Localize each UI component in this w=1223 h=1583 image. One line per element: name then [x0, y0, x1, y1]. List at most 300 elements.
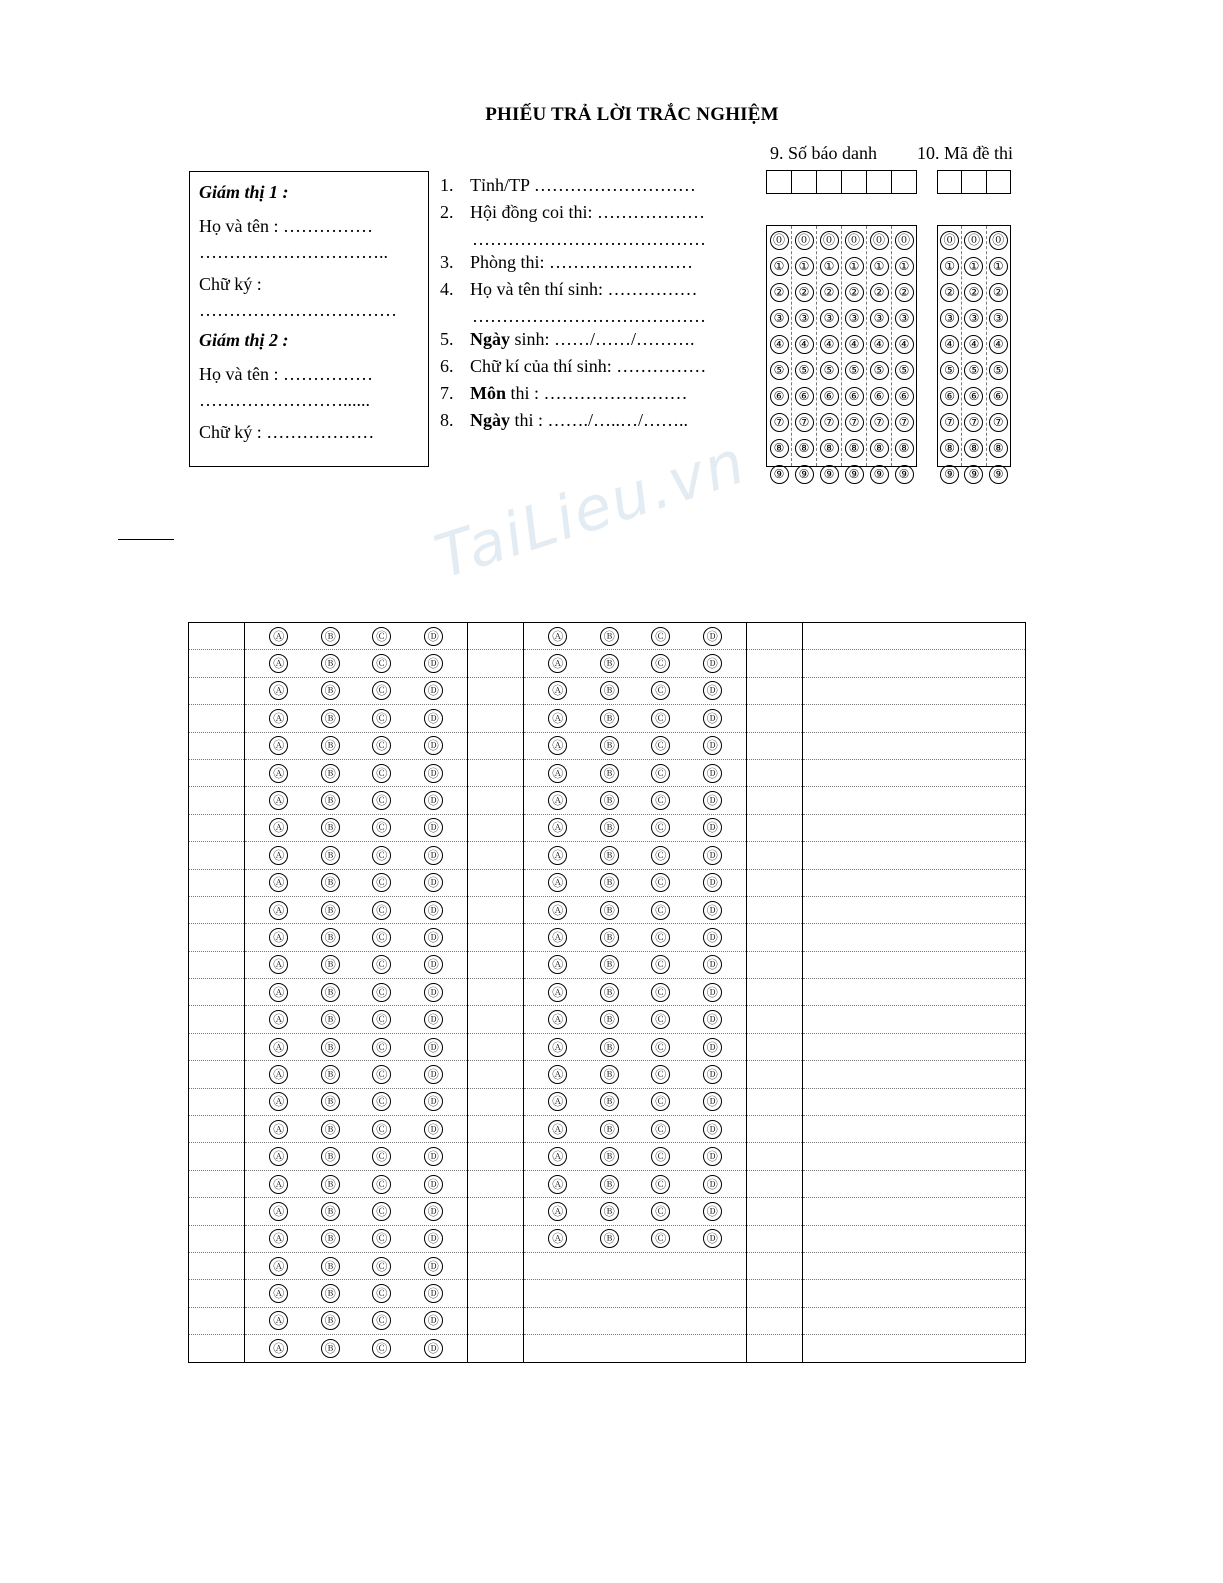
digit-bubble[interactable]: ⑥: [820, 387, 839, 406]
digit-bubble[interactable]: ③: [770, 309, 789, 328]
answer-option-bubble[interactable]: Ⓐ: [548, 736, 567, 755]
answer-option-bubble[interactable]: Ⓐ: [269, 1257, 288, 1276]
answer-option-bubble[interactable]: Ⓐ: [548, 1092, 567, 1111]
answer-option-bubble[interactable]: Ⓐ: [269, 764, 288, 783]
digit-bubble[interactable]: ⑦: [845, 413, 864, 432]
digit-bubble[interactable]: ⓪: [940, 231, 959, 250]
answer-option-bubble[interactable]: Ⓒ: [651, 1202, 670, 1221]
digit-bubble[interactable]: ⑧: [895, 439, 914, 458]
answer-option-bubble[interactable]: Ⓑ: [321, 818, 340, 837]
answer-option-bubble[interactable]: Ⓐ: [269, 1147, 288, 1166]
proctor2-name-field[interactable]: Họ và tên : ……………: [199, 364, 373, 384]
digit-bubble[interactable]: ②: [770, 283, 789, 302]
answer-option-bubble[interactable]: Ⓑ: [321, 928, 340, 947]
proctor2-sign-field[interactable]: Chữ ký : ………………: [199, 422, 375, 442]
answer-option-bubble[interactable]: Ⓑ: [321, 736, 340, 755]
answer-option-bubble[interactable]: Ⓒ: [372, 1147, 391, 1166]
answer-option-bubble[interactable]: Ⓒ: [372, 1257, 391, 1276]
answer-option-bubble[interactable]: Ⓓ: [703, 627, 722, 646]
answer-option-bubble[interactable]: Ⓑ: [600, 1175, 619, 1194]
answer-option-bubble[interactable]: Ⓐ: [548, 1229, 567, 1248]
answer-option-bubble[interactable]: Ⓑ: [600, 1065, 619, 1084]
answer-option-bubble[interactable]: Ⓑ: [600, 1120, 619, 1139]
digit-bubble[interactable]: ⑦: [989, 413, 1008, 432]
digit-bubble[interactable]: ①: [795, 257, 814, 276]
answer-option-bubble[interactable]: Ⓓ: [703, 1229, 722, 1248]
answer-option-bubble[interactable]: Ⓑ: [321, 1120, 340, 1139]
answer-option-bubble[interactable]: Ⓓ: [703, 764, 722, 783]
digit-bubble[interactable]: ⑧: [795, 439, 814, 458]
answer-option-bubble[interactable]: Ⓒ: [651, 1147, 670, 1166]
digit-bubble[interactable]: ④: [770, 335, 789, 354]
answer-option-bubble[interactable]: Ⓓ: [703, 709, 722, 728]
entry-cell[interactable]: [842, 171, 867, 193]
answer-option-bubble[interactable]: Ⓐ: [548, 791, 567, 810]
digit-bubble[interactable]: ④: [845, 335, 864, 354]
answer-option-bubble[interactable]: Ⓑ: [600, 681, 619, 700]
answer-option-bubble[interactable]: Ⓐ: [548, 1010, 567, 1029]
answer-option-bubble[interactable]: Ⓑ: [600, 1147, 619, 1166]
info-candidate-name-cont[interactable]: …………………………………: [472, 306, 706, 326]
answer-option-bubble[interactable]: Ⓐ: [269, 1175, 288, 1194]
answer-option-bubble[interactable]: Ⓓ: [424, 654, 443, 673]
answer-option-bubble[interactable]: Ⓐ: [548, 873, 567, 892]
answer-option-bubble[interactable]: Ⓓ: [703, 791, 722, 810]
answer-option-bubble[interactable]: Ⓓ: [703, 818, 722, 837]
digit-bubble[interactable]: ⑥: [989, 387, 1008, 406]
digit-bubble[interactable]: ①: [940, 257, 959, 276]
answer-option-bubble[interactable]: Ⓐ: [269, 1065, 288, 1084]
answer-option-bubble[interactable]: Ⓐ: [269, 1311, 288, 1330]
entry-cell[interactable]: [867, 171, 892, 193]
answer-option-bubble[interactable]: Ⓑ: [321, 1229, 340, 1248]
answer-option-bubble[interactable]: Ⓑ: [321, 1092, 340, 1111]
answer-option-bubble[interactable]: Ⓓ: [703, 955, 722, 974]
entry-cell[interactable]: [817, 171, 842, 193]
answer-option-bubble[interactable]: Ⓒ: [651, 654, 670, 673]
answer-option-bubble[interactable]: Ⓑ: [321, 1257, 340, 1276]
digit-bubble[interactable]: ⑤: [845, 361, 864, 380]
entry-cell[interactable]: [892, 171, 916, 193]
answer-option-bubble[interactable]: Ⓒ: [372, 1229, 391, 1248]
answer-option-bubble[interactable]: Ⓑ: [600, 627, 619, 646]
info-council-cont[interactable]: …………………………………: [472, 229, 706, 249]
answer-option-bubble[interactable]: Ⓑ: [321, 681, 340, 700]
answer-option-bubble[interactable]: Ⓑ: [321, 654, 340, 673]
digit-bubble[interactable]: ②: [989, 283, 1008, 302]
answer-option-bubble[interactable]: Ⓑ: [321, 709, 340, 728]
digit-bubble[interactable]: ②: [940, 283, 959, 302]
answer-option-bubble[interactable]: Ⓐ: [548, 681, 567, 700]
answer-option-bubble[interactable]: Ⓒ: [372, 1038, 391, 1057]
answer-option-bubble[interactable]: Ⓐ: [548, 1147, 567, 1166]
answer-option-bubble[interactable]: Ⓒ: [372, 1202, 391, 1221]
answer-option-bubble[interactable]: Ⓓ: [424, 1092, 443, 1111]
answer-option-bubble[interactable]: Ⓓ: [424, 1147, 443, 1166]
digit-bubble[interactable]: ⑧: [870, 439, 889, 458]
info-council[interactable]: 2. Hội đồng coi thi: ………………: [440, 202, 705, 222]
answer-option-bubble[interactable]: Ⓓ: [703, 1038, 722, 1057]
digit-bubble[interactable]: ⓪: [845, 231, 864, 250]
answer-option-bubble[interactable]: Ⓓ: [424, 1229, 443, 1248]
answer-option-bubble[interactable]: Ⓒ: [372, 873, 391, 892]
digit-bubble[interactable]: ①: [964, 257, 983, 276]
answer-option-bubble[interactable]: Ⓐ: [269, 955, 288, 974]
answer-option-bubble[interactable]: Ⓑ: [321, 791, 340, 810]
answer-option-bubble[interactable]: Ⓓ: [703, 928, 722, 947]
answer-option-bubble[interactable]: Ⓐ: [548, 818, 567, 837]
answer-option-bubble[interactable]: Ⓓ: [424, 873, 443, 892]
answer-option-bubble[interactable]: Ⓓ: [424, 709, 443, 728]
digit-bubble[interactable]: ③: [964, 309, 983, 328]
answer-option-bubble[interactable]: Ⓒ: [651, 1229, 670, 1248]
answer-option-bubble[interactable]: Ⓐ: [548, 709, 567, 728]
info-subject[interactable]: 7. Môn thi : ……………………: [440, 383, 688, 403]
answer-option-bubble[interactable]: Ⓒ: [372, 791, 391, 810]
digit-bubble[interactable]: ⑧: [964, 439, 983, 458]
answer-option-bubble[interactable]: Ⓒ: [372, 818, 391, 837]
answer-option-bubble[interactable]: Ⓐ: [548, 1120, 567, 1139]
answer-option-bubble[interactable]: Ⓑ: [321, 955, 340, 974]
digit-bubble[interactable]: ①: [870, 257, 889, 276]
answer-option-bubble[interactable]: Ⓒ: [372, 983, 391, 1002]
digit-bubble[interactable]: ⓪: [770, 231, 789, 250]
info-birthdate[interactable]: 5. Ngày sinh: ……/……/……….: [440, 329, 695, 349]
digit-bubble[interactable]: ③: [795, 309, 814, 328]
answer-option-bubble[interactable]: Ⓓ: [424, 846, 443, 865]
answer-option-bubble[interactable]: Ⓐ: [269, 1010, 288, 1029]
answer-option-bubble[interactable]: Ⓑ: [600, 1038, 619, 1057]
answer-option-bubble[interactable]: Ⓐ: [269, 983, 288, 1002]
digit-bubble[interactable]: ③: [895, 309, 914, 328]
answer-option-bubble[interactable]: Ⓐ: [269, 1202, 288, 1221]
answer-option-bubble[interactable]: Ⓓ: [424, 818, 443, 837]
entry-cell[interactable]: [987, 171, 1010, 193]
proctor1-name-field[interactable]: Họ và tên : ……………: [199, 216, 373, 236]
digit-bubble[interactable]: ⑦: [870, 413, 889, 432]
answer-option-bubble[interactable]: Ⓑ: [321, 873, 340, 892]
digit-bubble[interactable]: ②: [964, 283, 983, 302]
digit-bubble[interactable]: ⑦: [820, 413, 839, 432]
info-candidate-signature[interactable]: 6. Chữ kí của thí sinh: ……………: [440, 356, 707, 376]
digit-bubble[interactable]: ③: [845, 309, 864, 328]
answer-option-bubble[interactable]: Ⓒ: [651, 983, 670, 1002]
answer-option-bubble[interactable]: Ⓒ: [651, 764, 670, 783]
digit-bubble[interactable]: ④: [964, 335, 983, 354]
digit-bubble[interactable]: ⓪: [820, 231, 839, 250]
proctor2-name-cont[interactable]: ……………………......: [199, 390, 370, 410]
answer-option-bubble[interactable]: Ⓑ: [600, 901, 619, 920]
digit-bubble[interactable]: ⑤: [770, 361, 789, 380]
digit-bubble[interactable]: ⑦: [770, 413, 789, 432]
digit-bubble[interactable]: ⑦: [940, 413, 959, 432]
answer-option-bubble[interactable]: Ⓒ: [372, 1120, 391, 1139]
answer-option-bubble[interactable]: Ⓒ: [651, 1010, 670, 1029]
answer-option-bubble[interactable]: Ⓓ: [424, 1257, 443, 1276]
answer-option-bubble[interactable]: Ⓑ: [321, 1202, 340, 1221]
answer-option-bubble[interactable]: Ⓓ: [703, 681, 722, 700]
digit-bubble[interactable]: ⑨: [870, 465, 889, 484]
sbd-entry-boxes[interactable]: [766, 170, 917, 194]
answer-option-bubble[interactable]: Ⓓ: [424, 791, 443, 810]
digit-bubble[interactable]: ②: [820, 283, 839, 302]
answer-option-bubble[interactable]: Ⓓ: [703, 1175, 722, 1194]
answer-option-bubble[interactable]: Ⓐ: [269, 1229, 288, 1248]
answer-option-bubble[interactable]: Ⓐ: [269, 736, 288, 755]
entry-cell[interactable]: [938, 171, 962, 193]
answer-option-bubble[interactable]: Ⓑ: [600, 983, 619, 1002]
answer-option-bubble[interactable]: Ⓐ: [548, 627, 567, 646]
digit-bubble[interactable]: ⓪: [870, 231, 889, 250]
digit-bubble[interactable]: ⓪: [795, 231, 814, 250]
answer-option-bubble[interactable]: Ⓒ: [651, 1065, 670, 1084]
answer-option-bubble[interactable]: Ⓑ: [321, 1175, 340, 1194]
digit-bubble[interactable]: ④: [895, 335, 914, 354]
answer-option-bubble[interactable]: Ⓐ: [548, 764, 567, 783]
answer-option-bubble[interactable]: Ⓑ: [600, 928, 619, 947]
answer-option-bubble[interactable]: Ⓑ: [600, 955, 619, 974]
answer-option-bubble[interactable]: Ⓓ: [703, 1202, 722, 1221]
answer-option-bubble[interactable]: Ⓓ: [703, 1092, 722, 1111]
answer-option-bubble[interactable]: Ⓑ: [321, 983, 340, 1002]
answer-option-bubble[interactable]: Ⓒ: [651, 1092, 670, 1111]
answer-option-bubble[interactable]: Ⓒ: [651, 1120, 670, 1139]
digit-bubble[interactable]: ①: [770, 257, 789, 276]
answer-option-bubble[interactable]: Ⓐ: [548, 1038, 567, 1057]
digit-bubble[interactable]: ④: [795, 335, 814, 354]
answer-option-bubble[interactable]: Ⓑ: [321, 1010, 340, 1029]
answer-option-bubble[interactable]: Ⓑ: [321, 764, 340, 783]
digit-bubble[interactable]: ②: [795, 283, 814, 302]
answer-option-bubble[interactable]: Ⓓ: [703, 846, 722, 865]
answer-option-bubble[interactable]: Ⓐ: [269, 709, 288, 728]
digit-bubble[interactable]: ⑤: [895, 361, 914, 380]
digit-bubble[interactable]: ⑦: [895, 413, 914, 432]
answer-option-bubble[interactable]: Ⓒ: [651, 928, 670, 947]
entry-cell[interactable]: [792, 171, 817, 193]
entry-cell[interactable]: [962, 171, 986, 193]
digit-bubble[interactable]: ⑥: [845, 387, 864, 406]
answer-option-bubble[interactable]: Ⓒ: [651, 846, 670, 865]
answer-option-bubble[interactable]: Ⓓ: [424, 983, 443, 1002]
digit-bubble[interactable]: ⑧: [845, 439, 864, 458]
digit-bubble[interactable]: ⑨: [795, 465, 814, 484]
answer-option-bubble[interactable]: Ⓑ: [600, 654, 619, 673]
answer-option-bubble[interactable]: Ⓓ: [703, 654, 722, 673]
answer-option-bubble[interactable]: Ⓓ: [424, 1202, 443, 1221]
digit-bubble[interactable]: ⑧: [820, 439, 839, 458]
digit-bubble[interactable]: ⓪: [964, 231, 983, 250]
answer-option-bubble[interactable]: Ⓒ: [651, 1038, 670, 1057]
answer-option-bubble[interactable]: Ⓓ: [424, 1284, 443, 1303]
answer-option-bubble[interactable]: Ⓑ: [321, 627, 340, 646]
answer-option-bubble[interactable]: Ⓑ: [321, 901, 340, 920]
digit-bubble[interactable]: ⑨: [964, 465, 983, 484]
digit-bubble[interactable]: ①: [895, 257, 914, 276]
answer-option-bubble[interactable]: Ⓓ: [424, 681, 443, 700]
answer-option-bubble[interactable]: Ⓓ: [424, 928, 443, 947]
digit-bubble[interactable]: ②: [845, 283, 864, 302]
answer-option-bubble[interactable]: Ⓑ: [321, 1311, 340, 1330]
digit-bubble[interactable]: ⑧: [989, 439, 1008, 458]
digit-bubble[interactable]: ⑧: [940, 439, 959, 458]
answer-option-bubble[interactable]: Ⓒ: [651, 818, 670, 837]
answer-option-bubble[interactable]: Ⓒ: [651, 955, 670, 974]
answer-option-bubble[interactable]: Ⓐ: [269, 681, 288, 700]
answer-option-bubble[interactable]: Ⓒ: [372, 709, 391, 728]
answer-option-bubble[interactable]: Ⓑ: [600, 764, 619, 783]
digit-bubble[interactable]: ⑨: [989, 465, 1008, 484]
answer-option-bubble[interactable]: Ⓐ: [548, 928, 567, 947]
answer-option-bubble[interactable]: Ⓑ: [321, 1284, 340, 1303]
digit-bubble[interactable]: ②: [895, 283, 914, 302]
entry-cell[interactable]: [767, 171, 792, 193]
answer-option-bubble[interactable]: Ⓒ: [372, 928, 391, 947]
answer-option-bubble[interactable]: Ⓐ: [269, 928, 288, 947]
answer-option-bubble[interactable]: Ⓑ: [321, 1038, 340, 1057]
answer-option-bubble[interactable]: Ⓑ: [600, 1092, 619, 1111]
answer-option-bubble[interactable]: Ⓑ: [600, 709, 619, 728]
info-province[interactable]: 1. Tỉnh/TP ………………………: [440, 175, 696, 195]
answer-option-bubble[interactable]: Ⓒ: [372, 1175, 391, 1194]
digit-bubble[interactable]: ⑥: [795, 387, 814, 406]
answer-option-bubble[interactable]: Ⓓ: [703, 901, 722, 920]
answer-option-bubble[interactable]: Ⓑ: [600, 846, 619, 865]
answer-option-bubble[interactable]: Ⓒ: [651, 736, 670, 755]
digit-bubble[interactable]: ⑨: [940, 465, 959, 484]
answer-option-bubble[interactable]: Ⓓ: [703, 873, 722, 892]
answer-option-bubble[interactable]: Ⓑ: [321, 1147, 340, 1166]
answer-option-bubble[interactable]: Ⓐ: [548, 901, 567, 920]
answer-option-bubble[interactable]: Ⓓ: [424, 736, 443, 755]
answer-option-bubble[interactable]: Ⓐ: [269, 873, 288, 892]
answer-option-bubble[interactable]: Ⓓ: [424, 1339, 443, 1358]
answer-option-bubble[interactable]: Ⓒ: [651, 901, 670, 920]
answer-option-bubble[interactable]: Ⓐ: [269, 818, 288, 837]
answer-option-bubble[interactable]: Ⓒ: [372, 1311, 391, 1330]
digit-bubble[interactable]: ⑧: [770, 439, 789, 458]
answer-option-bubble[interactable]: Ⓓ: [424, 627, 443, 646]
proctor1-sign-field[interactable]: ……………………………: [199, 300, 397, 320]
answer-option-bubble[interactable]: Ⓓ: [424, 764, 443, 783]
answer-option-bubble[interactable]: Ⓓ: [703, 736, 722, 755]
digit-bubble[interactable]: ⑥: [964, 387, 983, 406]
answer-option-bubble[interactable]: Ⓒ: [372, 1284, 391, 1303]
answer-option-bubble[interactable]: Ⓒ: [651, 627, 670, 646]
digit-bubble[interactable]: ⑨: [895, 465, 914, 484]
answer-option-bubble[interactable]: Ⓐ: [548, 1175, 567, 1194]
answer-option-bubble[interactable]: Ⓐ: [269, 846, 288, 865]
answer-option-bubble[interactable]: Ⓐ: [269, 1339, 288, 1358]
digit-bubble[interactable]: ⑥: [870, 387, 889, 406]
digit-bubble[interactable]: ⓪: [895, 231, 914, 250]
digit-bubble[interactable]: ⑥: [940, 387, 959, 406]
answer-option-bubble[interactable]: Ⓐ: [269, 654, 288, 673]
answer-option-bubble[interactable]: Ⓐ: [548, 1065, 567, 1084]
answer-option-bubble[interactable]: Ⓓ: [424, 901, 443, 920]
digit-bubble[interactable]: ⑨: [845, 465, 864, 484]
info-candidate-name[interactable]: 4. Họ và tên thí sinh: ……………: [440, 279, 698, 299]
exam-code-entry-boxes[interactable]: [937, 170, 1011, 194]
answer-option-bubble[interactable]: Ⓑ: [321, 1339, 340, 1358]
answer-option-bubble[interactable]: Ⓒ: [372, 1065, 391, 1084]
answer-option-bubble[interactable]: Ⓒ: [651, 709, 670, 728]
answer-option-bubble[interactable]: Ⓐ: [269, 1120, 288, 1139]
answer-option-bubble[interactable]: Ⓐ: [548, 846, 567, 865]
answer-option-bubble[interactable]: Ⓒ: [372, 627, 391, 646]
digit-bubble[interactable]: ①: [820, 257, 839, 276]
info-exam-date[interactable]: 8. Ngày thi : ……./…..…/……..: [440, 410, 689, 430]
answer-option-bubble[interactable]: Ⓓ: [703, 1065, 722, 1084]
digit-bubble[interactable]: ④: [989, 335, 1008, 354]
answer-option-bubble[interactable]: Ⓒ: [651, 873, 670, 892]
answer-option-bubble[interactable]: Ⓓ: [703, 1147, 722, 1166]
answer-option-bubble[interactable]: Ⓓ: [703, 1120, 722, 1139]
answer-option-bubble[interactable]: Ⓒ: [372, 681, 391, 700]
answer-option-bubble[interactable]: Ⓓ: [424, 1010, 443, 1029]
digit-bubble[interactable]: ⑥: [770, 387, 789, 406]
answer-option-bubble[interactable]: Ⓑ: [600, 736, 619, 755]
answer-option-bubble[interactable]: Ⓑ: [600, 873, 619, 892]
answer-option-bubble[interactable]: Ⓑ: [600, 1010, 619, 1029]
answer-option-bubble[interactable]: Ⓒ: [372, 1092, 391, 1111]
digit-bubble[interactable]: ⓪: [989, 231, 1008, 250]
answer-option-bubble[interactable]: Ⓐ: [269, 901, 288, 920]
answer-option-bubble[interactable]: Ⓐ: [269, 1038, 288, 1057]
answer-option-bubble[interactable]: Ⓒ: [372, 736, 391, 755]
digit-bubble[interactable]: ④: [820, 335, 839, 354]
answer-option-bubble[interactable]: Ⓒ: [651, 681, 670, 700]
answer-option-bubble[interactable]: Ⓒ: [372, 955, 391, 974]
digit-bubble[interactable]: ⑤: [989, 361, 1008, 380]
answer-option-bubble[interactable]: Ⓐ: [269, 1284, 288, 1303]
answer-option-bubble[interactable]: Ⓓ: [424, 1311, 443, 1330]
answer-option-bubble[interactable]: Ⓓ: [703, 983, 722, 1002]
digit-bubble[interactable]: ①: [845, 257, 864, 276]
answer-option-bubble[interactable]: Ⓓ: [424, 1065, 443, 1084]
digit-bubble[interactable]: ⑨: [820, 465, 839, 484]
answer-option-bubble[interactable]: Ⓒ: [651, 1175, 670, 1194]
digit-bubble[interactable]: ④: [870, 335, 889, 354]
info-room[interactable]: 3. Phòng thi: ……………………: [440, 252, 694, 272]
answer-option-bubble[interactable]: Ⓐ: [548, 654, 567, 673]
proctor1-name-cont[interactable]: …………………………..: [199, 242, 388, 262]
answer-option-bubble[interactable]: Ⓑ: [321, 846, 340, 865]
answer-option-bubble[interactable]: Ⓒ: [372, 1010, 391, 1029]
answer-option-bubble[interactable]: Ⓐ: [548, 983, 567, 1002]
digit-bubble[interactable]: ⑦: [795, 413, 814, 432]
digit-bubble[interactable]: ⑨: [770, 465, 789, 484]
answer-option-bubble[interactable]: Ⓑ: [321, 1065, 340, 1084]
answer-option-bubble[interactable]: Ⓐ: [548, 1202, 567, 1221]
answer-option-bubble[interactable]: Ⓓ: [424, 1120, 443, 1139]
answer-option-bubble[interactable]: Ⓒ: [372, 846, 391, 865]
digit-bubble[interactable]: ⑤: [940, 361, 959, 380]
answer-option-bubble[interactable]: Ⓑ: [600, 818, 619, 837]
answer-option-bubble[interactable]: Ⓒ: [372, 1339, 391, 1358]
answer-option-bubble[interactable]: Ⓒ: [372, 764, 391, 783]
digit-bubble[interactable]: ⑤: [795, 361, 814, 380]
answer-option-bubble[interactable]: Ⓐ: [269, 791, 288, 810]
digit-bubble[interactable]: ⑤: [870, 361, 889, 380]
digit-bubble[interactable]: ⑦: [964, 413, 983, 432]
answer-option-bubble[interactable]: Ⓐ: [548, 955, 567, 974]
digit-bubble[interactable]: ①: [989, 257, 1008, 276]
answer-option-bubble[interactable]: Ⓓ: [424, 955, 443, 974]
answer-option-bubble[interactable]: Ⓑ: [600, 791, 619, 810]
digit-bubble[interactable]: ③: [940, 309, 959, 328]
digit-bubble[interactable]: ③: [989, 309, 1008, 328]
